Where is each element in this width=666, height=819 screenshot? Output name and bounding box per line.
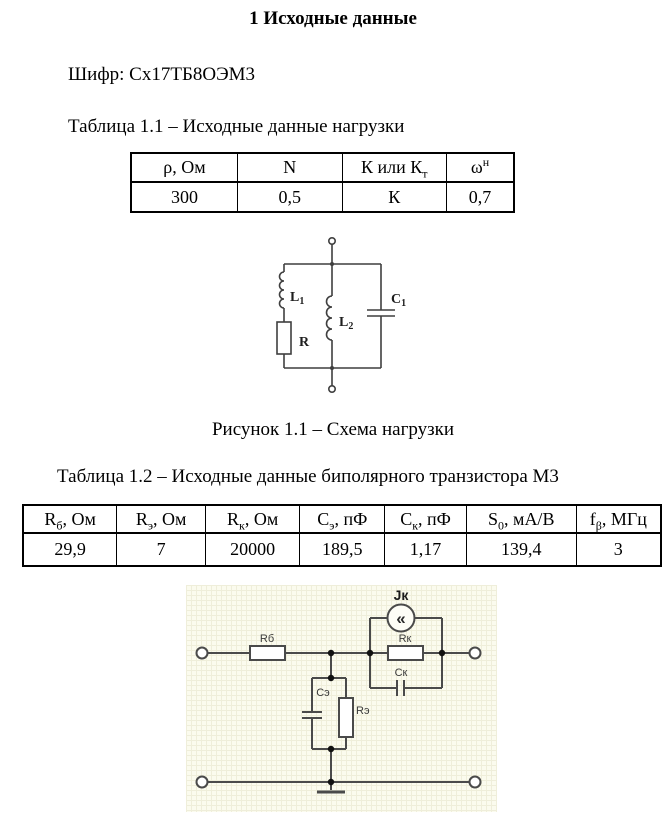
label-rb: Rб xyxy=(259,633,275,645)
label-rk: Rк xyxy=(398,633,412,645)
inductor-l1-symbol xyxy=(280,272,285,308)
table-cell: 0,7 xyxy=(447,182,514,212)
resistor-rb-symbol xyxy=(250,646,285,660)
bottom-right-terminal-icon xyxy=(470,777,481,788)
input-terminal-icon xyxy=(197,648,208,659)
table-cell: 20000 xyxy=(205,533,299,566)
column-header: $R_к$, Ом xyxy=(205,505,299,533)
bottom-left-terminal-icon xyxy=(197,777,208,788)
resistor-r-symbol xyxy=(277,322,291,354)
column-header: N xyxy=(237,153,342,182)
column-header: $R_б$, Ом xyxy=(23,505,117,533)
node-dot xyxy=(328,650,334,656)
label-re: Rэ xyxy=(356,705,370,717)
load-data-table xyxy=(130,152,515,213)
output-terminal-icon xyxy=(470,648,481,659)
table-header-row xyxy=(131,153,514,182)
table-cell: 7 xyxy=(117,533,206,566)
table-cell: К xyxy=(342,182,447,212)
transistor-data-table xyxy=(22,504,662,567)
table2-caption: Таблица 1.2 – Исходные данные биполярного транзистора М3 xyxy=(57,466,559,487)
label-r: R xyxy=(299,335,310,350)
table-cell: 3 xyxy=(576,533,661,566)
current-source-glyph: « xyxy=(396,609,406,628)
node-dot xyxy=(367,650,373,656)
table-cell: 189,5 xyxy=(300,533,385,566)
column-header: $С_к$, пФ xyxy=(385,505,467,533)
label-ck: Ск xyxy=(394,667,408,679)
table-cell: 300 xyxy=(131,182,237,212)
table-cell: 0,5 xyxy=(237,182,342,212)
table-row xyxy=(23,533,661,566)
resistor-re-symbol xyxy=(339,698,353,737)
node-dot xyxy=(328,746,334,752)
inductor-l2-symbol xyxy=(327,296,333,340)
table1-caption: Таблица 1.1 – Исходные данные нагрузки xyxy=(68,116,405,137)
label-c1: $C_1$ xyxy=(391,292,407,309)
resistor-rk-symbol xyxy=(388,646,423,660)
cipher-line: Шифр: Сх17ТБ8ОЭМ3 xyxy=(68,64,256,85)
label-l2: $L_2$ xyxy=(339,315,354,332)
column-header: $С_э$, пФ xyxy=(300,505,385,533)
table-row xyxy=(131,182,514,212)
column-header: $S_0$, мА/В xyxy=(466,505,576,533)
transistor-circuit-figure xyxy=(186,585,497,812)
column-header: $R_э$, Ом xyxy=(117,505,206,533)
column-header: К или $К_т$ xyxy=(342,153,447,182)
column-header: ρ, Ом xyxy=(131,153,237,182)
figure1-caption: Рисунок 1.1 – Схема нагрузки xyxy=(211,419,455,440)
node-dot xyxy=(330,262,334,266)
column-header: $f_\beta$, МГц xyxy=(576,505,661,533)
table-cell: 29,9 xyxy=(23,533,117,566)
node-dot xyxy=(328,779,334,785)
load-circuit-figure xyxy=(255,230,445,395)
column-header: $\omega^н$ xyxy=(447,153,514,182)
table-cell: 139,4 xyxy=(466,533,576,566)
node-dot xyxy=(439,650,445,656)
label-ce: Сэ xyxy=(316,687,330,699)
top-terminal-icon xyxy=(329,238,335,244)
bottom-terminal-icon xyxy=(329,386,335,392)
section-title: 1 Исходные данные xyxy=(249,8,417,29)
table-cell: 1,17 xyxy=(385,533,467,566)
table-header-row xyxy=(23,505,661,533)
node-dot xyxy=(328,675,334,681)
label-l1: $L_1$ xyxy=(290,290,305,307)
label-jk: Jк xyxy=(393,587,409,603)
